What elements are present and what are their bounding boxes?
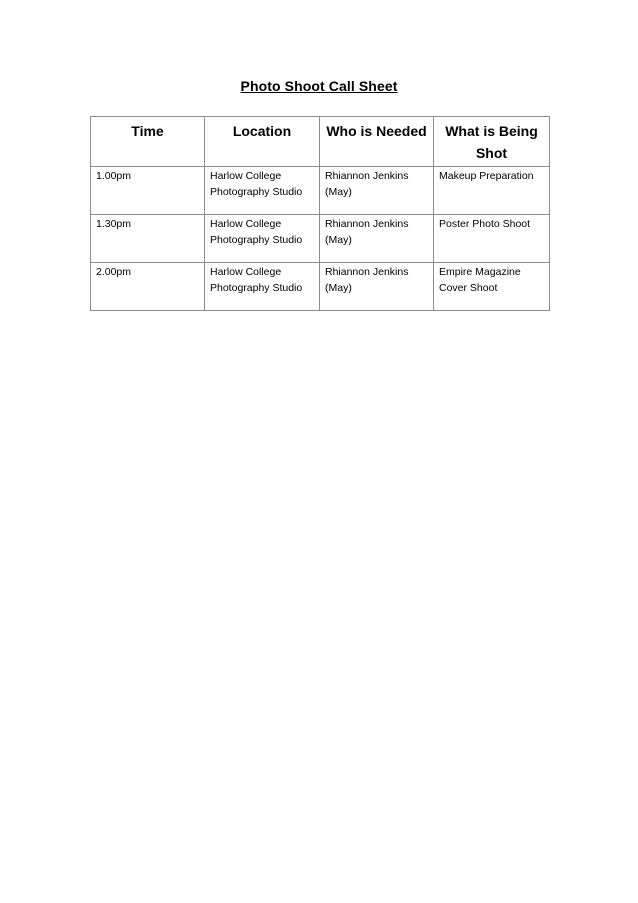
cell-what-shot: Makeup Preparation [434,167,550,215]
call-sheet-table [90,116,550,311]
cell-location: Harlow College Photography Studio [205,215,320,263]
cell-who-needed: Rhiannon Jenkins (May) [320,263,434,311]
table-row [91,167,550,215]
column-header-who-needed: Who is Needed [320,117,434,167]
cell-who-needed: Rhiannon Jenkins (May) [320,167,434,215]
cell-location: Harlow College Photography Studio [205,263,320,311]
cell-location: Harlow College Photography Studio [205,167,320,215]
cell-what-shot: Empire Magazine Cover Shoot [434,263,550,311]
cell-time: 1.30pm [91,215,205,263]
table-header-row [91,117,550,167]
column-header-what-shot: What is Being Shot [434,117,550,167]
column-header-time: Time [91,117,205,167]
column-header-location: Location [205,117,320,167]
table-row [91,263,550,311]
page-title: Photo Shoot Call Sheet [240,78,398,94]
cell-time: 1.00pm [91,167,205,215]
cell-what-shot: Poster Photo Shoot [434,215,550,263]
table-row [91,215,550,263]
cell-time: 2.00pm [91,263,205,311]
cell-who-needed: Rhiannon Jenkins (May) [320,215,434,263]
